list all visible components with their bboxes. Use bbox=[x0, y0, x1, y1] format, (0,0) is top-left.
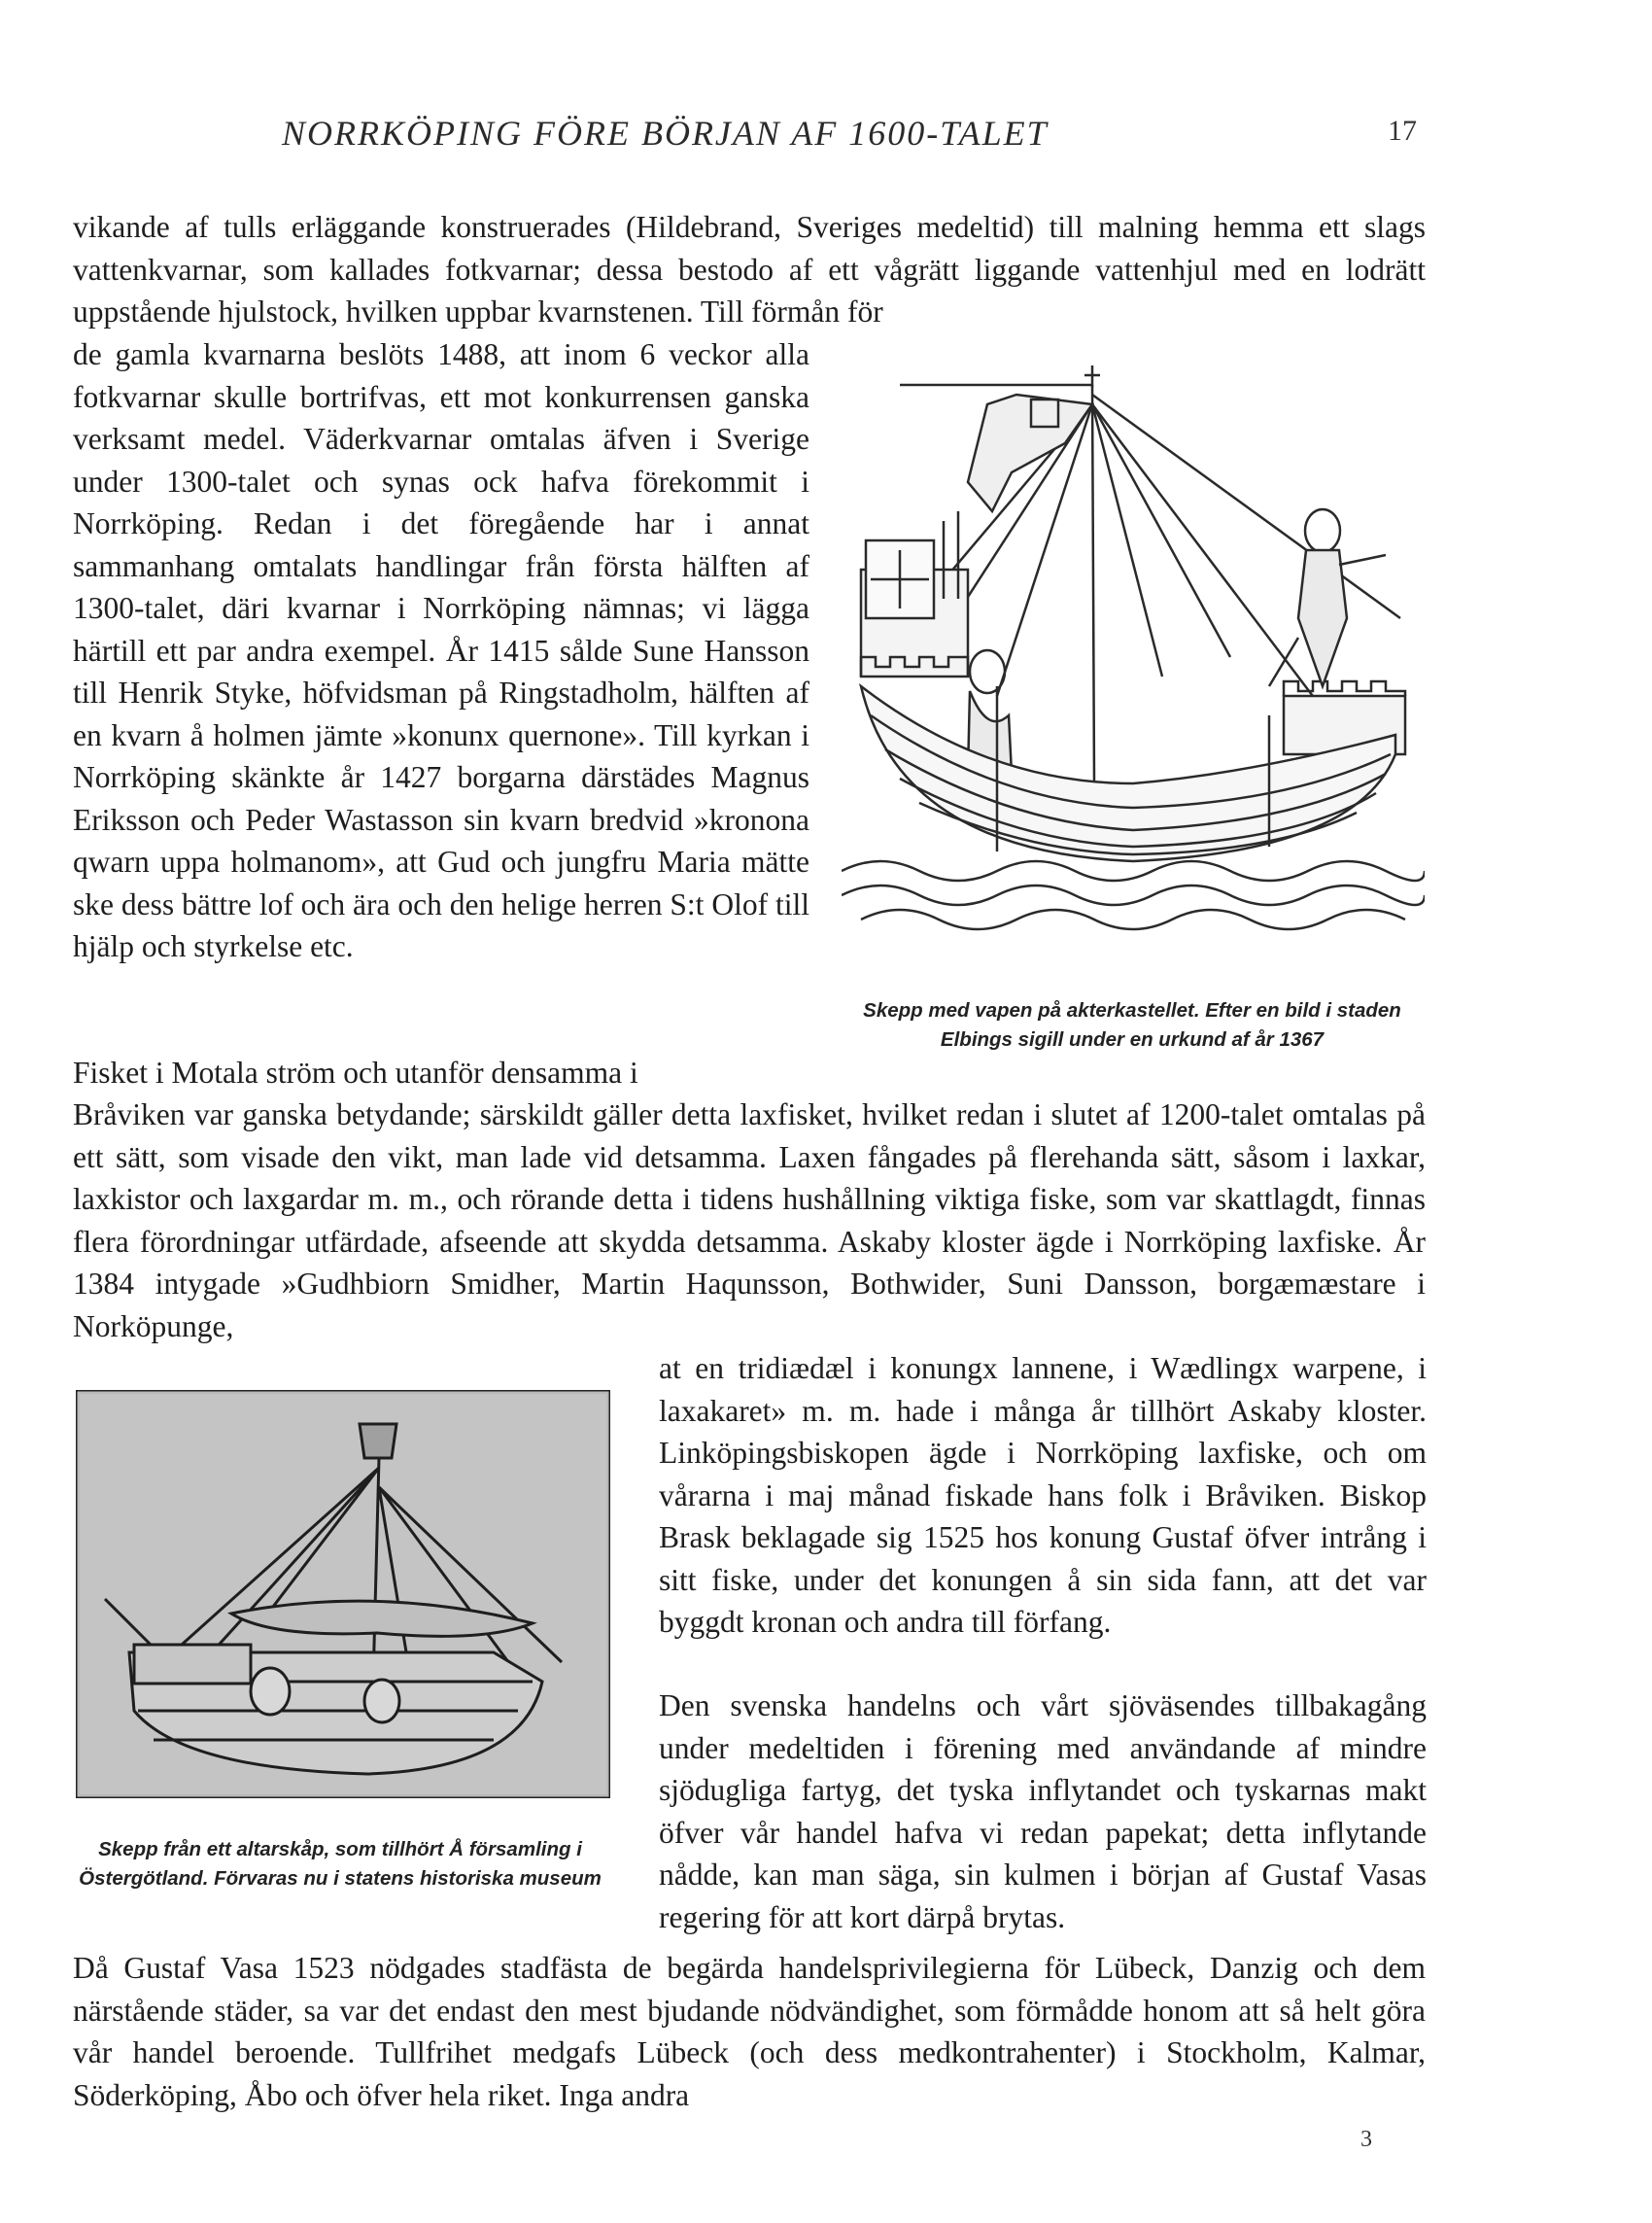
figure-caption-altarpiece-ship: Skepp från ett altarskåp, som tillhört Å församling i Östergötland. Förvaras nu i statens historiska museum bbox=[79, 1838, 602, 1890]
paragraph-fishing-start: Fisket i Motala ström och utanför densamma i bbox=[73, 1056, 638, 1090]
paragraph-fishing: Bråviken var ganska betydande; särskildt gäller detta laxfisket, hvilket redan i slutet af 1200-talet omtalas på ett sätt, som visade den vikt, man lade vid detsamma. Laxen fångades på flerehanda sätt, såsom i laxkar, laxkistor och laxgardar m. m., och rörande detta i tidens hushållning viktiga fiske, som var skattlagdt, finnas flera förordningar utfärdade, afseende att skydda detsamma. Askaby kloster ägde i Norrköping laxfiske. År 1384 intygade »Gudhbiorn Smidher, Martin Haqunsson, Bothwider, Suni Dansson, borgæmæstare i Norköpunge, bbox=[73, 1097, 1426, 1343]
paragraph-fishing-cont: at en tridiædæl i konungx lannene, i Wædlingx warpene, i laxakaret» m. m. hade i många år tillhört Askaby kloster. Linköpingsbiskopen ägde i Norrköping laxfiske, och om vårarna i maj månad fiskade hans folk i Bråviken. Biskop Brask beklagade sig 1525 hos konung Gustaf öfver intrång i sitt fiske, under det konungen å sin sida fann, att det var byggdt kronan och andra till förfang. bbox=[659, 1351, 1427, 1639]
running-title: NORRKÖPING FÖRE BÖRJAN AF 1600-TALET bbox=[282, 114, 1049, 153]
paragraph-gustaf-vasa: Då Gustaf Vasa 1523 nödgades stadfästa de begärda handelsprivilegierna för Lübeck, Danzig och dem närstående städer, sa var det endast den mest bjudande nödvändighet, som förmådde honom att så helt göra vår handel beroende. Tullfrihet medgafs Lübeck (och dess medkontrahenter) i Stockholm, Kalmar, Söderköping, Åbo och öfver hela riket. Inga andra bbox=[73, 1951, 1426, 2112]
paragraph-mills: de gamla kvarnarna beslöts 1488, att inom 6 veckor alla fotkvarnar skulle bortrifvas, ett mot konkurrensen ganska verksamt medel. Väderkvarnar omtalas äfven i Sverige under 1300-talet och synas ock hafva förekommit i Norrköping. Redan i det föregående har i annat sammanhang omtalats handlingar från första hälften af 1300-talet, däri kvarnar i Norrköping nämnas; vi lägga härtill ett par andra exempel. År 1415 sålde Sune Hansson till Henrik Styke, höfvidsman på Ringstadholm, hälften af en kvarn å holmen jämte »konunx quernone». Till kyrkan i Norrköping skänkte år 1427 borgarna därstädes Magnus Eriksson och Peder Wastasson sin kvarn bredvid »kronona qwarn uppa holmanom», att Gud och jungfru Maria mätte ske dess bättre lof och ära och den helige herren S:t Olof till hjälp och styrkelse etc. bbox=[73, 337, 809, 963]
figure-caption-seal-ship: Skepp med vapen på akterkastellet. Efter en bild i staden Elbings sigill under en urkund af år 1367 bbox=[863, 999, 1401, 1051]
paragraph-mills-intro: vikande af tulls erläggande konstruerades (Hildebrand, Sveriges medeltid) till malning hemma ett slags vattenkvarnar, som kallades fotkvarnar; dessa bestodo af ett vågrätt liggande vattenhjul med en lodrätt uppstående hjulstock, hvilken uppbar kvarnstenen. Till förmån för bbox=[73, 210, 1426, 329]
paragraph-trade-decline: Den svenska handelns och vårt sjöväsendes tillbakagång under medeltiden i förening med användande af mindre sjödugliga fartyg, det tyska inflytandet och tyskarnas makt öfver vår handel hafva vi redan papekat; detta inflytande nådde, kan man säga, sin kulmen i början af Gustaf Vasas regering för att kort därpå brytas. bbox=[659, 1688, 1427, 1934]
page-header bbox=[0, 113, 1652, 161]
signature-mark: 3 bbox=[1360, 2127, 1372, 2152]
page-number: 17 bbox=[1388, 115, 1417, 147]
seal-ship-illustration bbox=[842, 365, 1425, 934]
altarpiece-ship-photo bbox=[76, 1390, 610, 1798]
